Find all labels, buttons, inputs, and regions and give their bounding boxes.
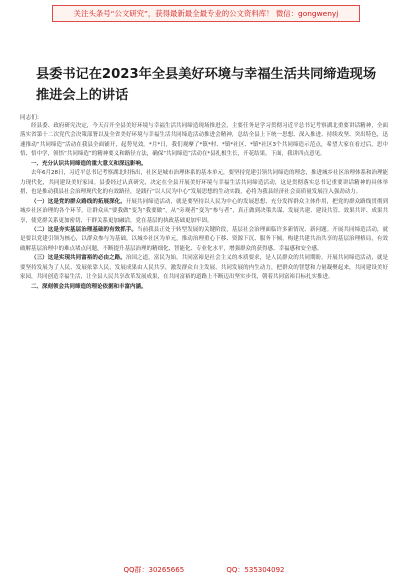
subsection-paragraph [20, 226, 388, 254]
subsection-heading: （二）这是夯实基层治理基础的有效抓手。 [31, 226, 137, 233]
subsection-heading: （三）这是实现共同富裕的必由之路。 [31, 255, 126, 262]
qq-group-number: QQ群：30265665 [123, 566, 185, 574]
subsection-heading: （一）这是党的群众路线的拓展深化。 [31, 198, 126, 205]
qq-number: QQ：535304092 [226, 566, 285, 574]
subsection-paragraph [20, 198, 388, 226]
greeting: 同志们： [20, 115, 43, 121]
document-body [20, 122, 388, 560]
document-title: 县委书记在2023年全县美好环境与幸福生活共同缔造现场推进会上的讲话 [36, 67, 377, 103]
promo-banner[interactable]: 关注头条号“公文研究”，获得最新最全最专业的公文资料库！ 微信：gongwenyj [52, 5, 360, 22]
subsection-text: 治国之道，富民为始。共同富裕是社会主义的本质要求，是人民群众的共同期盼。开展共同缔造活动，就是要坚持发展为了人民、发展依靠人民、发展成果由人民共享，激发群众自主发展、共同发展的内生动力，把群众的智慧和力量凝聚起来，共同建设美好家园，共同创造幸福生活，让全县人民共享改革发展成果，在共同富裕的道路上不断迈出坚实步伐，朝着共同富裕目标扎实推进。 [20, 255, 388, 281]
subsection-text: 开展共同缔造活动，就是要坚持以人民为中心的发展思想，充分发挥群众主体作用，把党的群众路线贯彻到城乡社区治理的各个环节，让群众从“要我做”变为“我要做”，从“旁观者”变为“参与者”，真正做到决策共谋、发展共建、建设共管、效果共评、成果共享，使党群关系更加密切，干群关系更加融洽，党在基层的执政基础更加牢固。 [20, 198, 388, 224]
section-heading: 二、深刻领会共同缔造的理论依据和丰富内涵。 [31, 283, 147, 290]
body-paragraph: 去年6月28日，习近平总书记考察湖北时指出，社区是城市治理体系的基本单元，要坚持党建引领共同缔造的理念，推进城乡社区治理体系和治理能力现代化，共同建设美好家园。县委经过认真研究，决定在全县开展美好环境与幸福生活共同缔造活动，这是贯彻落实总书记重要讲话精神的具体举措，也是推动我县社会治理现代化的有效路径，是践行“以人民为中心”发展思想的生动实践，必将为我县经济社会高质量发展注入强劲动力。 [20, 170, 388, 196]
subsection-paragraph [20, 254, 388, 282]
subsection-text: 当前我县正处于转型发展的关键阶段，基层社会治理面临许多新情况、新问题。开展共同缔造活动，就是要以党建引领为核心，以群众参与为基础，以城乡社区为单元，推动治理重心下移、资源下沉、服务下倾，构建共建共治共享的基层治理格局，有效破解基层治理中的难点堵点问题，不断提升基层治理的精细化、智能化、专业化水平，增强群众的获得感、幸福感和安全感。 [20, 226, 388, 252]
contact-footer [0, 563, 408, 577]
body-paragraph: 经县委、政府研究决定，今天召开全县美好环境与幸福生活共同缔造现场推进会，主要任务是学习贯彻习近平总书记考察湖北重要讲话精神，全面落实省第十二次党代会决策部署以及全省美好环境与幸福生活共同缔造活动推进会精神，总结全县上下统一思想、深入推进、持续攻坚、突出特色，迅速推动“共同缔造”活动在我县全面铺开，起势见效。*月*日，我们观摩了*镇*村、*镇*社区、*镇*社区3个共同缔造示范点，希望大家在看过后，思中悟、悟中学，领悟“共同缔造”的精神要义和路径方法，确保“共同缔造”活动在*县扎根生长，开花结果。下面，我讲四点意见。 [20, 123, 388, 158]
section-heading: 一、充分认识共同缔造的重大意义和深远影响。 [31, 160, 147, 167]
